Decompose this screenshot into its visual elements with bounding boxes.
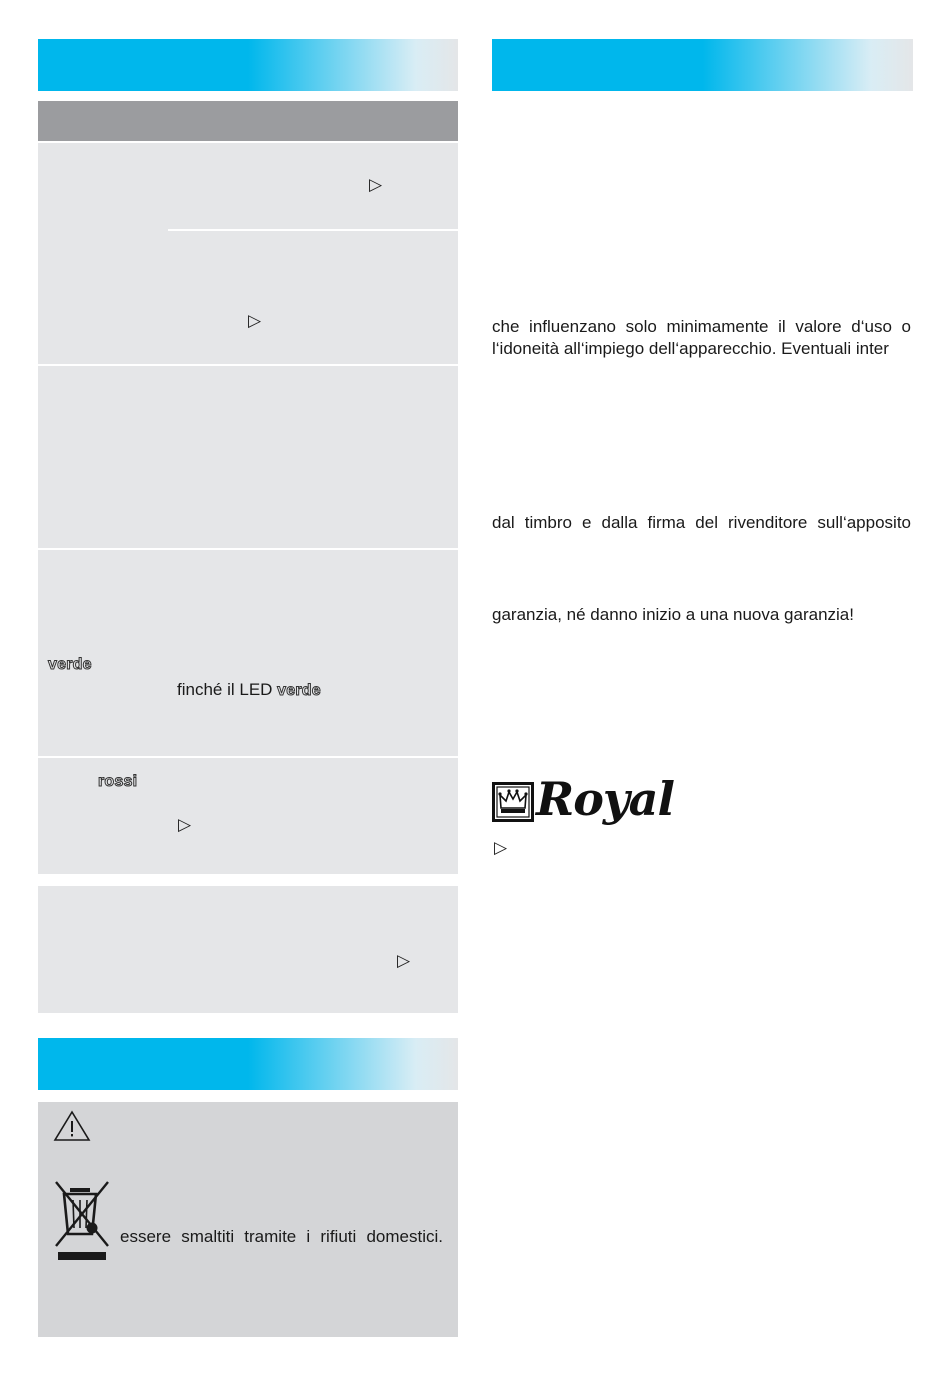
row-divider-inner bbox=[168, 229, 458, 231]
led-instruction-text bbox=[177, 679, 321, 702]
royal-logo bbox=[492, 772, 722, 828]
led-color-word: rossi bbox=[98, 773, 138, 790]
warranty-paragraph-line: l‘idoneità all‘impiego dell‘apparecchio. Eventuali inter bbox=[492, 339, 889, 358]
info-box bbox=[38, 886, 458, 1013]
brand-wordmark: Royal bbox=[536, 772, 674, 826]
warranty-paragraph-line: che influenzano solo minimamente il valore d‘uso o bbox=[492, 317, 911, 336]
disposal-section-header-band bbox=[38, 1038, 458, 1090]
crossed-bin-icon bbox=[54, 1180, 110, 1262]
row-divider bbox=[38, 548, 458, 550]
row-divider bbox=[38, 364, 458, 366]
arrow-right-icon: ▷ bbox=[248, 311, 262, 331]
disposal-box bbox=[38, 1102, 458, 1337]
table-header-bar bbox=[38, 101, 458, 141]
troubleshooting-table bbox=[38, 143, 458, 874]
row-divider bbox=[38, 756, 458, 758]
arrow-right-icon: ▷ bbox=[369, 175, 383, 195]
warning-icon bbox=[53, 1110, 91, 1142]
arrow-right-icon: ▷ bbox=[178, 815, 192, 835]
right-section-header-band bbox=[492, 39, 913, 91]
warranty-paragraph-line: dal timbro e dalla firma del rivenditore sull‘apposito bbox=[492, 513, 911, 532]
arrow-right-icon: ▷ bbox=[494, 838, 508, 858]
led-instruction-prefix: finché il LED bbox=[177, 680, 273, 699]
disposal-text: essere smaltiti tramite i rifiuti domestici. bbox=[120, 1227, 443, 1246]
arrow-right-icon: ▷ bbox=[397, 951, 411, 971]
crown-icon bbox=[492, 782, 534, 822]
led-color-word: verde bbox=[48, 656, 92, 673]
left-section-header-band bbox=[38, 39, 458, 91]
led-color-word: verde bbox=[277, 682, 321, 699]
warranty-paragraph-line: garanzia, né danno inizio a una nuova garanzia! bbox=[492, 605, 854, 624]
